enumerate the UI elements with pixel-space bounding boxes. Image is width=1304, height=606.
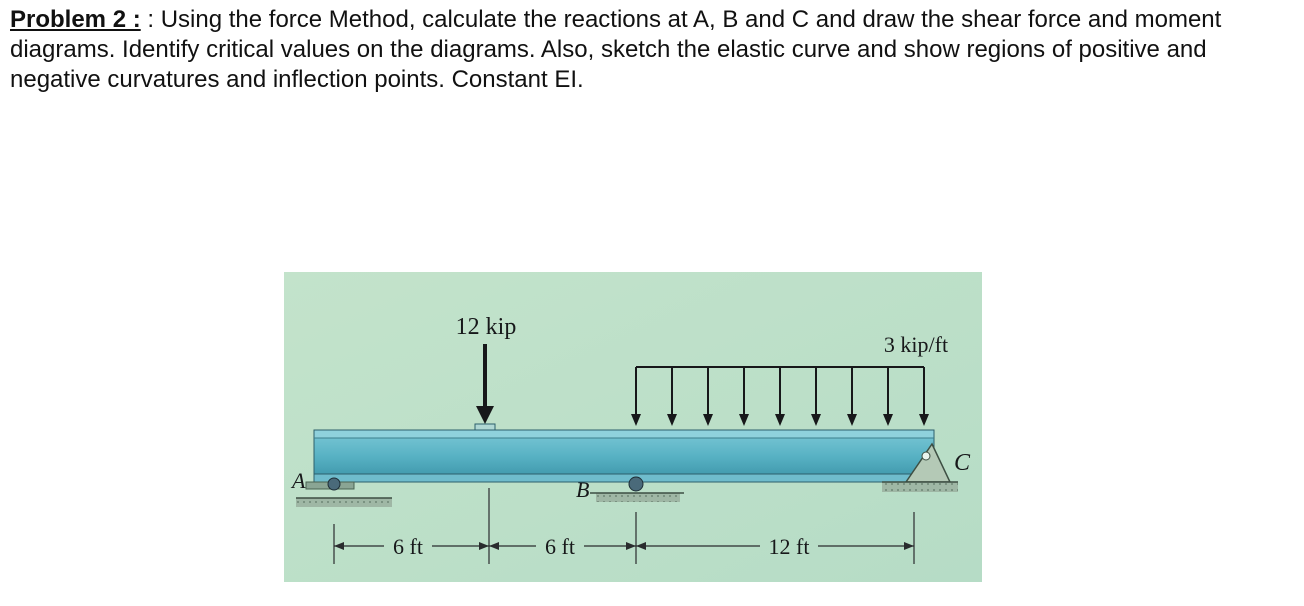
beam — [314, 430, 934, 482]
point-load-label: 12 kip — [455, 314, 517, 340]
figure-background — [284, 272, 982, 582]
beam-diagram — [284, 272, 982, 582]
problem-body: : Using the force Method, calculate the reactions at A, B and C and draw the shear force and moment diagrams. Identify critical values on the diagrams. Also, sketch the elastic curve and show regions of positive and negative curvatures and inflection points. Constant EI. — [10, 6, 1222, 93]
distributed-load-label: 3 kip/ft — [883, 332, 949, 357]
dimension-label-1: 6 ft — [393, 534, 423, 559]
problem-label: Problem 2 : — [10, 6, 141, 33]
support-b-label: B — [576, 477, 590, 502]
support-a-label: A — [292, 468, 306, 493]
dimension-label-3: 12 ft — [768, 534, 810, 559]
dimension-label-2: 6 ft — [545, 534, 575, 559]
problem-statement — [10, 5, 1295, 95]
beam-figure — [284, 272, 982, 582]
support-c-label: C — [954, 450, 971, 476]
